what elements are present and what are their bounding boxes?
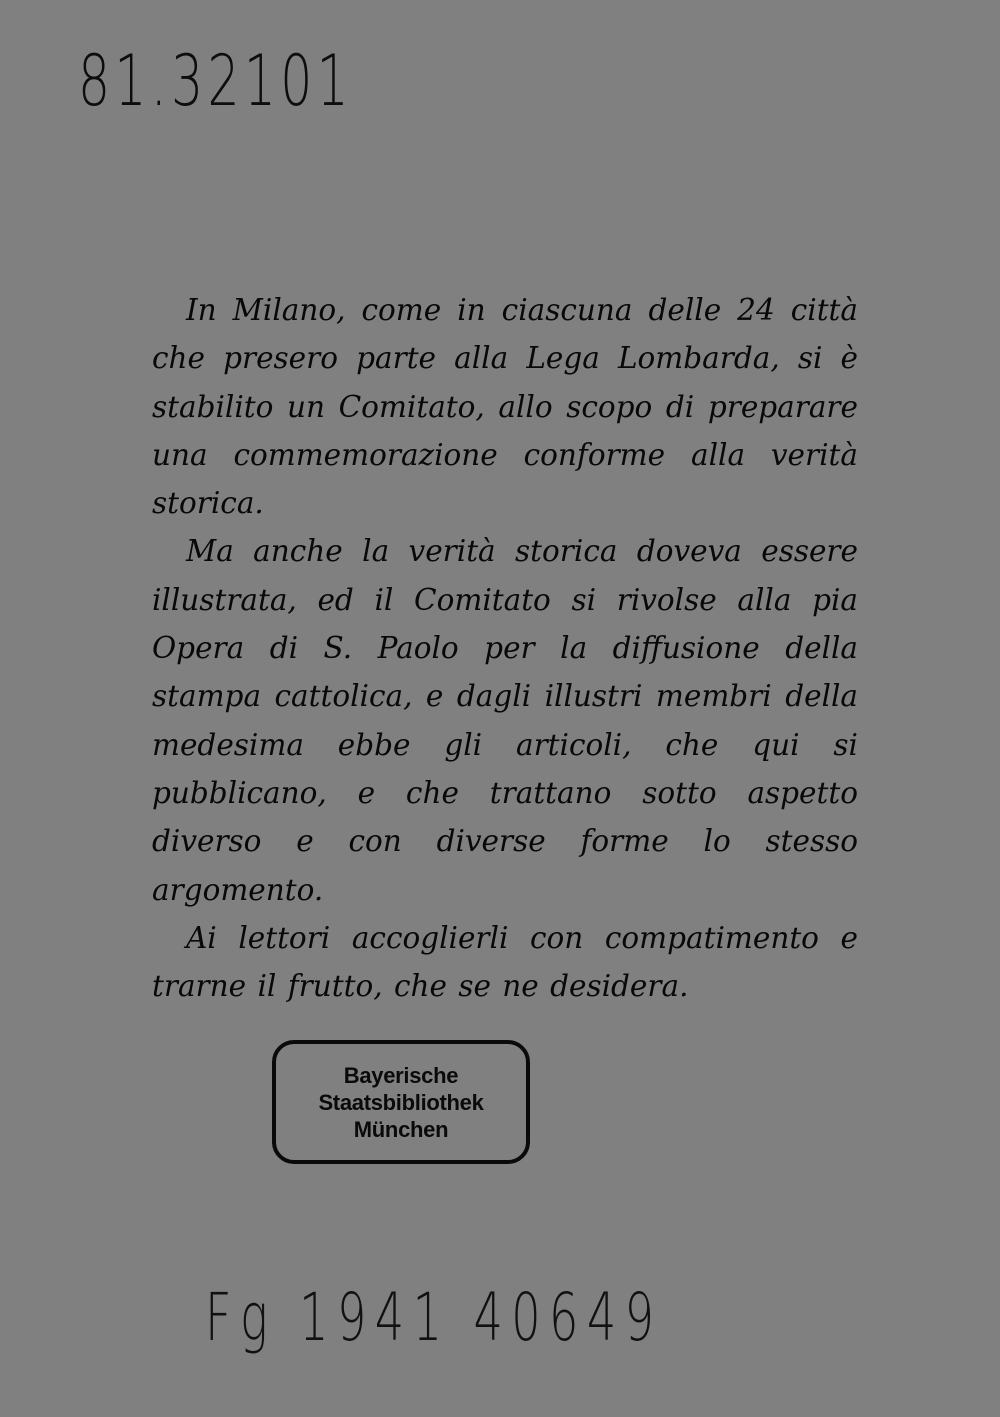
paragraph-2: Ma anche la verità storica doveva essere illustrata, ed il Comitato si rivolse alla pia Opera di S. Paolo per la diffusione della stampa cattolica, e dagli illustri membri della medesima ebbe gli articoli, che qui si pubblicano, e che trattano sotto aspetto diverso e con diverse forme lo stesso argomento. (152, 534, 858, 907)
paragraph-1: In Milano, come in ciascuna delle 24 città che presero parte alla Lega Lombarda, si è stabilito un Comitato, allo scopo di preparare una commemorazione conforme alla verità storica. (152, 293, 858, 521)
handwritten-shelfmark-top: 81.32101 (78, 40, 354, 122)
handwritten-shelfmark-bottom: Fg 1941 40649 (205, 1279, 663, 1356)
stamp-line-1: Bayerische (343, 1062, 459, 1088)
library-stamp (272, 1040, 530, 1164)
stamp-line-2: Staatsbibliothek (318, 1089, 484, 1115)
paragraph-3: Ai lettori accoglierli con compatimento e trarne il frutto, che se ne desidera. (152, 920, 858, 1004)
stamp-line-3: München (353, 1116, 449, 1142)
body-text (152, 286, 858, 1010)
